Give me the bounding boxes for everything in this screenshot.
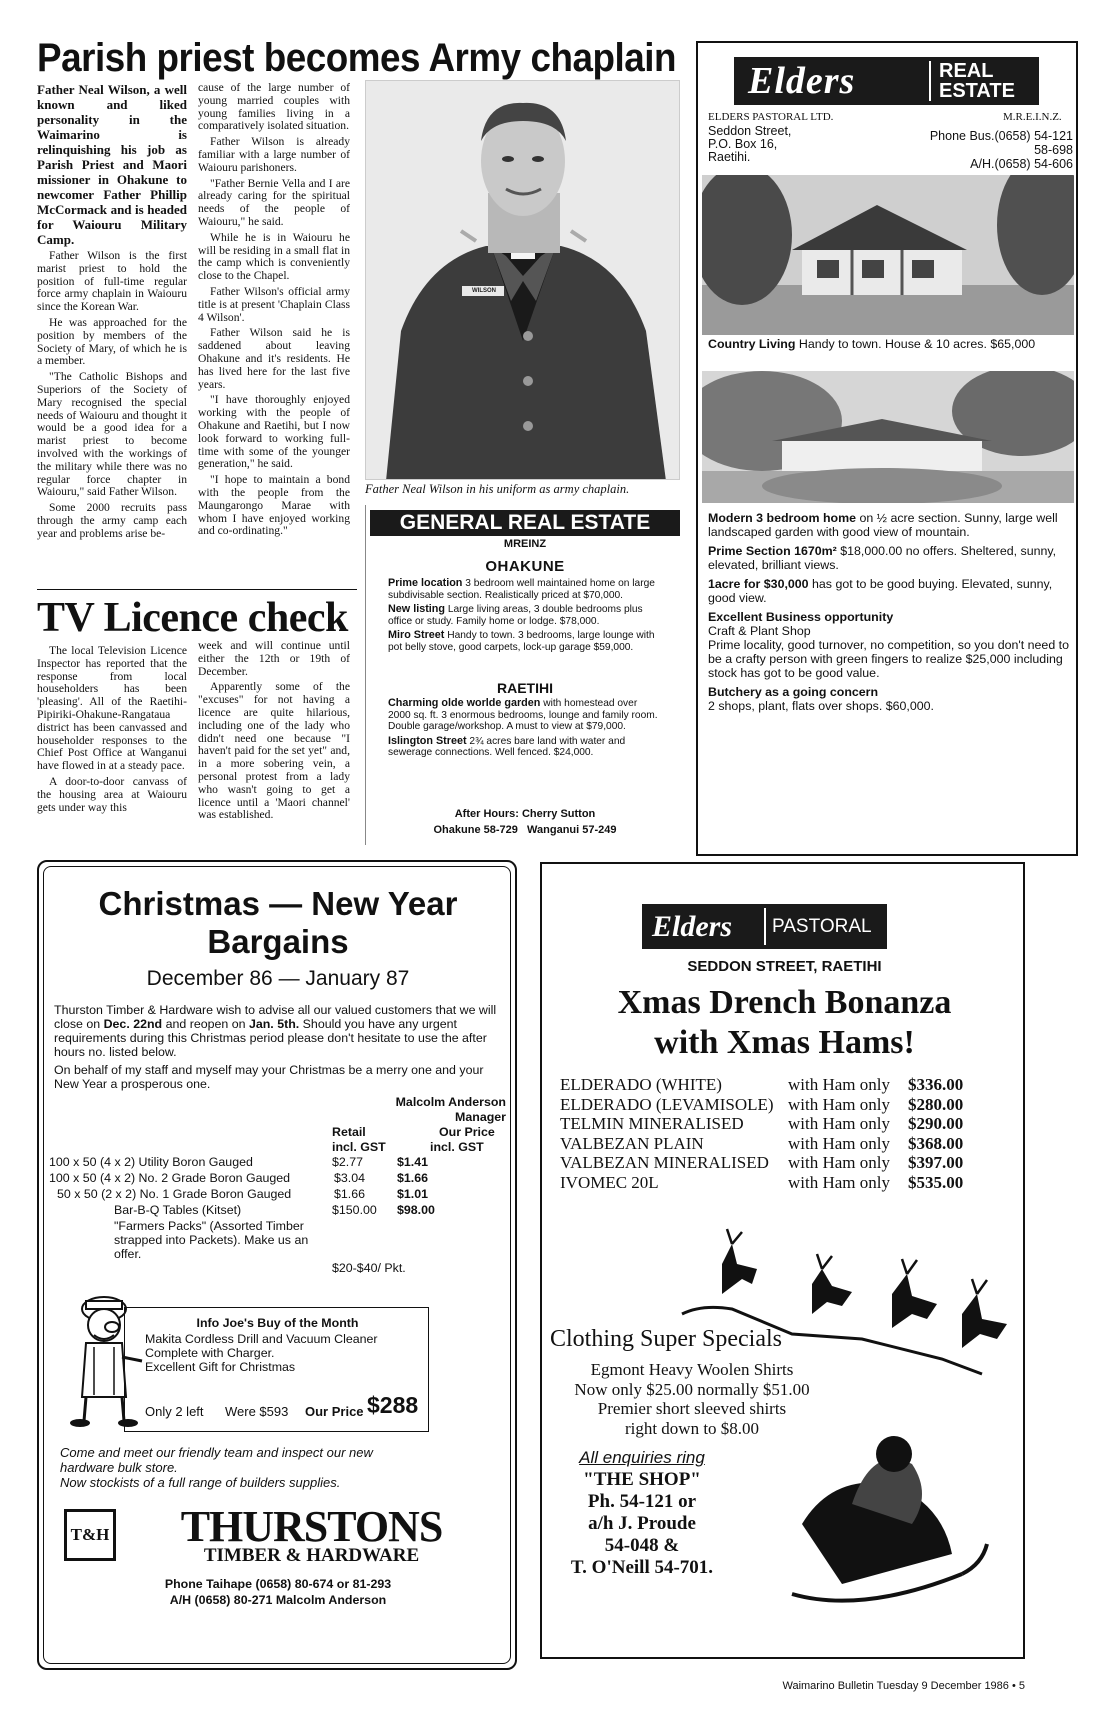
drench-row [560,1134,1020,1154]
listing-title: Prime location [388,577,463,589]
listing-title: Islington Street [388,734,467,747]
thurstons-subtitle: TIMBER & HARDWARE [203,1545,420,1566]
listing [708,544,1073,572]
product-name: ELDERADO (WHITE) [560,1075,722,1094]
product-price: $280.00 [908,1094,964,1114]
badge-line: ESTATE [939,80,1015,102]
joe-title: Info Joe's Buy of the Month [196,1316,359,1330]
elders-logo-bar [734,57,1039,105]
listing-text: has got to be good buying. Elevated, sunny, good view. [708,577,1053,605]
enquiries-line: 54-048 & [604,1535,680,1556]
tv-paragraph: The local Television Licence Inspector has reported that the response from local householders has been 'pleasing'. All of the Raetihi-Pipiriki-Ohakune-Rangataua district has been canvassed and householder responses to the Chief Post Office at Wanganui have flowed in at a steady pace. [37,644,187,773]
article-column-2 [198,82,350,541]
product-offer: with Ham only [788,1075,890,1094]
enquiries-line: All enquiries ring [579,1448,705,1467]
pastoral-elders-logo: Elders [652,910,733,943]
product-offer: with Ham only [788,1172,890,1192]
retail-price: $1.66 [334,1187,366,1201]
gre-town-ohakune: OHAKUNE [485,558,565,575]
intro-text: and reopen on [162,1017,249,1031]
enquiries-line: Ph. 54-121 or [587,1491,697,1512]
drench-row [560,1075,1020,1095]
listing-text: on ½ acre section. Sunny, large well landscaped garden with good view of mountain. [708,511,1058,539]
article-headline: Parish priest becomes Army chaplain [37,36,677,80]
listing-title: Charming olde worlde garden [388,697,541,709]
enquiries-line: T. O'Neill 54-701. [570,1557,714,1578]
item-name: 100 x 50 (4 x 2) Utility Boron Gauged [49,1155,253,1169]
joe-stock: Only 2 left [145,1404,204,1419]
listing-text: Craft & Plant Shop Prime locality, good turnover, no competition, so you don't need to be a crafty person with green fingers to realize $25,000 including stock has got to be good value. [708,624,1069,680]
product-name: TELMIN MINERALISED [560,1114,744,1133]
retail-price: $3.04 [334,1171,366,1185]
retail-price: $150.00 [332,1203,377,1217]
article-paragraph: "I hope to maintain a bond with the people from the Maungarongo Marae with whom I have enjoyed working and co-ordinating." [198,473,350,538]
item-name: Bar-B-Q Tables (Kitset) [114,1203,242,1217]
gre-mreinz: MREINZ [503,538,547,550]
page-footer: Waimarino Bulletin Tuesday 9 December 1986 • 5 [782,1680,1025,1692]
closing-line: Now stockists of a full range of builders supplies. [60,1475,341,1490]
price-row [114,1203,241,1217]
divider [365,505,366,845]
article-paragraph: cause of the large number of young married couples with young families living in a comparatively isolated situation. [198,81,350,133]
product-offer: with Ham only [788,1133,890,1153]
elders-mreinz: M.R.E.I.N.Z. [1003,111,1062,123]
col-our-price: Our Price [439,1125,495,1139]
house-photo-1-illustration [702,175,1074,335]
closing-text [60,1445,500,1490]
tv-paragraph: A door-to-door canvass of the housing area at Waiouru gets under way this [37,774,187,814]
drench-row [560,1095,1020,1115]
divider [37,589,357,590]
real-estate-badge [939,61,1034,101]
clothing-line: Egmont Heavy Woolen Shirts [590,1360,794,1379]
xmas-wish: On behalf of my staff and myself may your Christmas be a merry one and your New Year a prosperous one. [54,1063,484,1091]
signer-role: Manager [455,1110,506,1124]
badge-divider [929,61,931,101]
enquiries-line: "THE SHOP" [583,1469,701,1490]
address-line: Seddon Street, [708,124,792,138]
farmers-packs: "Farmers Packs" (Assorted Timber strapped into Packets). Make us an offer. [114,1219,309,1261]
tv-column-1 [37,645,187,817]
clothing-title: Clothing Super Specials [550,1326,782,1352]
listing [388,578,660,601]
listing [708,337,1073,351]
clothing-line: Now only $25.00 normally $51.00 [574,1379,810,1399]
elders-pastoral-ad [540,862,1025,1659]
house-photo-2-illustration [702,371,1074,503]
product-price: $535.00 [908,1172,964,1192]
article-paragraph: While he is in Waiouru he will be residing in a small flat in the camp which is conveniently close to the Chapel. [198,230,350,283]
item-name: 50 x 50 (2 x 2) No. 1 Grade Boron Gauged [57,1187,292,1201]
gre-ohakune-listings [388,578,660,656]
listing [708,610,1073,680]
close-date: Dec. 22nd [103,1017,163,1031]
joe-line: Makita Cordless Drill and Vacuum Cleaner [145,1332,378,1346]
listing-title: New listing [388,603,445,615]
xmas-title-1: Christmas — New Year [98,885,458,922]
our-price: $1.66 [397,1171,429,1185]
gre-phones: Ohakune 58-729 Wanganui 57-249 [433,824,617,836]
col-gst: incl. GST [430,1140,484,1154]
house-photo-2 [702,371,1074,503]
photo-caption: Father Neal Wilson in his uniform as army chaplain. [365,482,630,496]
joe-was: Were $593 [225,1404,289,1419]
elders-listings [708,511,1073,718]
listing-title: Country Living [708,337,796,351]
listing [708,577,1073,605]
product-price: $290.00 [908,1114,964,1133]
general-real-estate-ad [370,510,680,845]
listing [388,698,660,733]
listing [708,511,1073,539]
farmers-price: $20-$40/ Pkt. [332,1261,406,1275]
product-price: $368.00 [908,1133,964,1153]
drench-price-list [560,1075,1020,1192]
joe-line: Excellent Gift for Christmas [145,1360,296,1374]
xmas-dates: December 86 — January 87 [146,967,410,990]
elders-phone-bus-2: 58-698 [1034,143,1073,157]
listing-text: 3 bedroom well maintained home on large subdivisable section. Realistically priced at $70,000. [388,578,655,601]
thurstons-monogram: T&H [64,1509,116,1561]
address-line: Raetihi. [708,150,751,164]
price-row [49,1155,253,1169]
product-offer: with Ham only [788,1153,890,1172]
article-column-1 [37,82,187,544]
drench-title-1: Xmas Drench Bonanza [617,984,952,1021]
price-row [57,1187,291,1201]
retail-price: $2.77 [332,1155,364,1169]
enquiries-line: a/h J. Proude [588,1513,696,1534]
tv-paragraph: week and will continue until either the 12th or 19th of December. [198,639,350,678]
our-price: $98.00 [397,1203,435,1217]
listing [388,604,660,627]
listing-text: $18,000.00 no offers. Sheltered, sunny, elevated, brilliant views. [708,544,1057,572]
listing-title: Prime Section 1670m² [708,544,837,558]
article-paragraph: Some 2000 recruits pass through the army camp each year and problems arise be- [37,501,187,540]
joe-lines [145,1332,425,1374]
listing-text: with homestead over 2000 sq. ft. 3 enormous bedrooms, lounge and family room. Double garage/workshop. A must to view at $79,000. [388,698,658,732]
badge-line: REAL [939,60,994,82]
col-gst: incl. GST [332,1140,386,1154]
enquiries [542,1447,742,1579]
article-paragraph: "The Catholic Bishops and Superiors of the Society of Mary recognised the special needs of Waiouru and thought it would be a good idea for a marist priest to become involved with the workings of the military while there was no regular force chapter in Waiouru," said Father Wilson. [37,370,187,499]
elders-real-estate-ad [696,41,1078,856]
gre-after-hours: After Hours: Cherry Sutton [454,808,596,820]
col-retail: Retail [332,1125,366,1139]
listing-text: Handy to town. House & 10 acres. $65,000 [795,337,1036,351]
closing-line: hardware bulk store. [60,1460,178,1475]
tv-headline: TV Licence check [37,595,348,641]
article-paragraph: Father Wilson is already familiar with a large number of Waiouru parishoners. [198,135,350,174]
drench-title-2: with Xmas Hams! [654,1024,915,1061]
clothing-line: Premier short sleeved shirts [597,1399,787,1418]
intro-text: Should you have any urgent requirements during this Christmas period please don't hesitate to use the after hours no. listed below. [54,1017,487,1059]
chaplain-photo-illustration [366,81,680,480]
joe-our-price-label: Our Price [305,1404,364,1419]
our-price: $1.41 [397,1155,429,1169]
thurstons-after-hours: A/H (0658) 80-271 Malcolm Anderson [169,1593,387,1607]
product-price: $336.00 [908,1075,964,1094]
elders-phone-bus: Phone Bus.(0658) 54-121 [929,129,1073,143]
elders-address [708,125,791,164]
pastoral-street: SEDDON STREET, RAETIHI [687,958,882,975]
address-line: P.O. Box 16, [708,137,778,151]
tv-column-2 [198,640,350,825]
xmas-intro [54,1003,504,1059]
name-tag: WILSON [472,288,496,294]
joe-line: Complete with Charger. [145,1346,275,1360]
elders-phone-ah: A/H.(0658) 54-606 [970,157,1073,171]
listing-title: Modern 3 bedroom home [708,511,857,525]
product-offer: with Ham only [788,1114,890,1133]
clothing-lines [542,1360,842,1438]
thurstons-phone: Phone Taihape (0658) 80-674 or 81-293 [164,1577,392,1591]
listing [388,736,660,759]
product-name: VALBEZAN MINERALISED [560,1153,769,1172]
joe-price: $288 [367,1392,419,1418]
listing-text: Handy to town. 3 bedrooms, large lounge with pot belly stove, good carpets, lock-up garage $59,000. [388,630,655,653]
article-paragraph: Father Wilson's official army title is at present 'Chaplain Class 4 Wilson'. [198,284,350,324]
listing [708,685,1073,713]
pastoral-badge: PASTORAL [772,916,872,937]
thurstons-ad [43,866,511,1664]
article-paragraph: "I have thoroughly enjoyed working with the people of Ohakune and Raetihi, but I now look forward to working full-time with some of the younger generation," he said. [198,393,350,471]
thurstons-logo: THURSTONS [180,1502,443,1551]
listing-title: 1acre for $30,000 [708,577,809,591]
badge-divider [764,908,766,945]
listing-title: Excellent Business opportunity [708,610,894,624]
product-offer: with Ham only [788,1094,890,1114]
listing-title: Butchery as a going concern [708,685,879,699]
gre-raetihi-listings [388,698,660,762]
article-lead: Father Neal Wilson, a well known and liked personality in the Waimarino is relinquishing his job as Parish Priest and Maori missioner in Ohakune to newcomer Father Phillip McCormack and is headed for Waiouru Military Camp. [37,82,187,247]
listing-text: 2¾ acres bare land with water and sewerage connections. Well fenced. $24,000. [388,735,626,758]
gre-banner: GENERAL REAL ESTATE [370,510,680,536]
elders-company: ELDERS PASTORAL LTD. [708,111,834,123]
signer-name: Malcolm Anderson [395,1095,506,1109]
reindeer-sleigh-illustration [662,1224,1027,1654]
clothing-line: right down to $8.00 [624,1418,760,1438]
pastoral-logo-bar [642,904,887,949]
product-price: $397.00 [908,1153,964,1172]
listing-title: Miro Street [388,629,445,641]
reopen-date: Jan. 5th. [248,1017,300,1031]
item-name: 100 x 50 (4 x 2) No. 2 Grade Boron Gauged [49,1171,291,1185]
xmas-title-2: Bargains [207,923,349,960]
our-price: $1.01 [397,1187,429,1201]
product-name: IVOMEC 20L [560,1172,659,1192]
reindeer-sleigh-icon [662,1224,1027,1654]
drench-row [560,1173,1020,1193]
product-name: ELDERADO (LEVAMISOLE) [560,1094,774,1114]
article-paragraph: "Father Bernie Vella and I are already caring for the spiritual needs of the people of Waiouru," he said. [198,176,350,228]
gre-town-raetihi: RAETIHI [497,680,553,696]
listing-text: 2 shops, plant, flats over shops. $60,000. [708,699,934,713]
drench-row [560,1153,1020,1173]
article-paragraph: Father Wilson is the first marist priest to hold the position of full-time regular force army chaplain in Waiouru since the Korean War. [37,249,187,314]
closing-line: Come and meet our friendly team and inspect our new [60,1445,373,1460]
price-row [49,1171,290,1185]
intro-text: Thurston Timber & Hardware wish to advise all our valued customers that we will close on [54,1003,497,1031]
chaplain-photo [365,80,680,480]
info-joe-sign [124,1307,429,1432]
article-paragraph: He was approached for the position by members of the Society of Mary, of which he is a member. [37,315,187,368]
article-paragraph: Father Wilson said he is saddened about leaving Ohakune and it's residents. He has lived here for the last five years. [198,326,350,391]
elders-logo: Elders [748,60,856,102]
tv-paragraph: Apparently some of the "excuses" for not having a licence are quite hilarious, including one of the lady who didn't need one because "I haven't paid for the set yet" and, in a more sobering vein, a personal protest from a lady who wasn't going to get a licence until a 'Maori channel' was established. [198,680,350,822]
listing-text: Large living areas, 3 double bedrooms plus office or study. Family home or lodge. $78,000. [388,604,643,627]
house-photo-1 [702,175,1074,335]
product-name: VALBEZAN PLAIN [560,1133,704,1153]
drench-row [560,1114,1020,1134]
listing [388,630,660,653]
